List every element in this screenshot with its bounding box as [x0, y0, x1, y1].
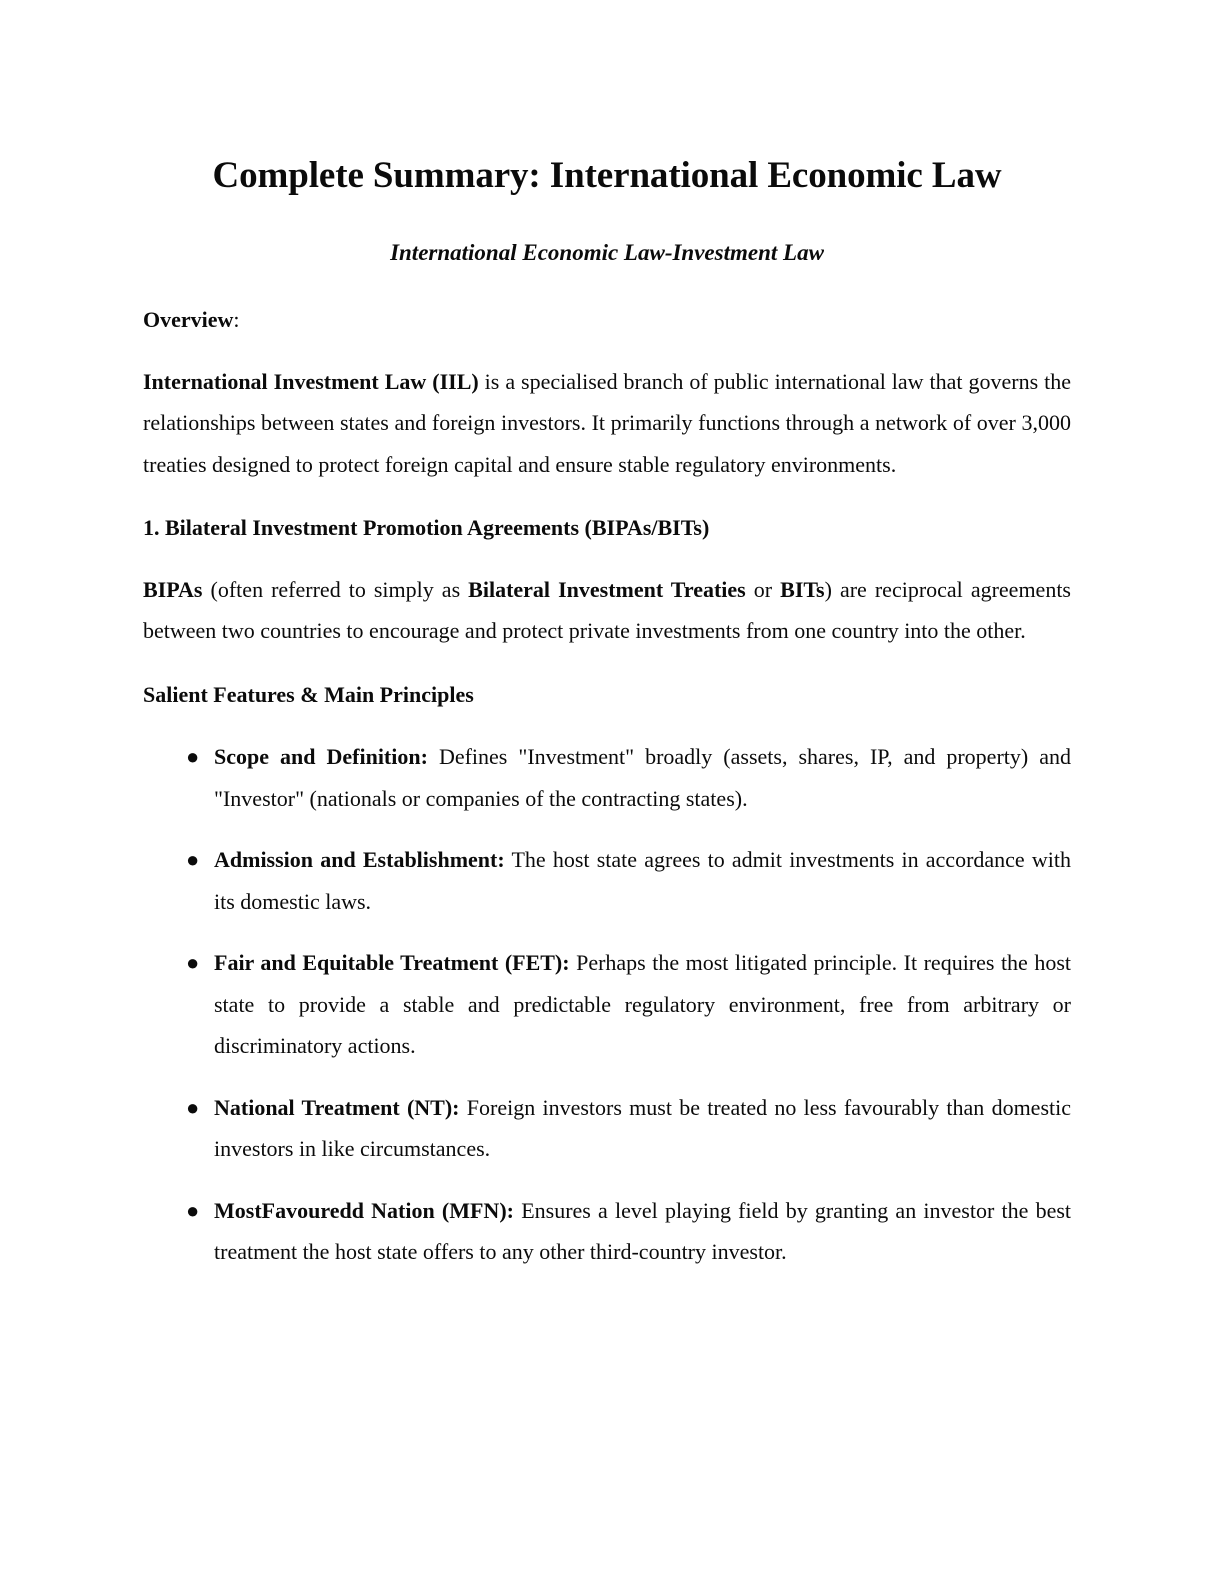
- page-title: Complete Summary: International Economic Law: [212, 155, 1002, 196]
- bipa-paragraph-lead: BIPAs: [143, 576, 203, 602]
- bullet-point-icon: ●: [186, 847, 200, 873]
- list-item: [143, 922, 1071, 1067]
- list-item-description: Foreign investors must be treated no less favourably than domestic investors in like circumstances.: [214, 1094, 1072, 1162]
- overview-label-bold: Overview: [143, 307, 234, 333]
- list-item: [143, 1170, 1071, 1273]
- bullet-point-icon: ●: [186, 744, 200, 770]
- list-item: [143, 819, 1071, 922]
- overview-paragraph-lead: International Investment Law (IIL): [143, 368, 479, 394]
- bipa-paragraph-part3: ) are reciprocal agreements between two countries to encourage and protect private investments from one country into the other.: [143, 576, 1071, 644]
- list-item-term: Scope and Definition:: [214, 744, 428, 770]
- bipa-paragraph-part2: or: [745, 576, 781, 602]
- list-item-description: The host state agrees to admit investments in accordance with its domestic laws.: [214, 847, 1071, 914]
- list-item-term: National Treatment (NT):: [214, 1094, 460, 1120]
- bullet-point-icon: ●: [186, 950, 200, 976]
- list-item-description: Perhaps the most litigated principle. It requires the host state to provide a stable and predictable regulatory environment, free from arbitrary or discriminatory actions.: [214, 950, 1071, 1059]
- list-item-term: Admission and Establishment:: [214, 847, 505, 873]
- features-list: [143, 715, 1071, 1273]
- bipa-paragraph-part1: (often referred to simply as: [202, 576, 469, 602]
- bullet-point-icon: ●: [186, 1197, 200, 1223]
- list-item-term: Fair and Equitable Treatment (FET):: [214, 950, 570, 976]
- document-content: [143, 0, 1071, 1273]
- overview-paragraph-body: is a specialised branch of public international law that governs the relationships between states and foreign investors. It primarily functions through a network of over 3,000 treaties designed to protect foreign capital and ensure stable regulatory environments.: [143, 368, 1071, 477]
- bipa-paragraph-bold-1: Bilateral Investment Treaties: [468, 576, 746, 602]
- overview-paragraph: [143, 341, 1071, 486]
- list-item: [143, 715, 1071, 819]
- list-item-description: Ensures a level playing field by granting an investor the best treatment the host state offers to any other third-country investor.: [214, 1197, 1072, 1265]
- section-heading-features: Salient Features & Main Principles: [143, 681, 474, 707]
- section-heading-bipas: 1. Bilateral Investment Promotion Agreements (BIPAs/BITs): [143, 515, 710, 541]
- list-item: [143, 1067, 1071, 1170]
- list-item-description: Defines "Investment" broadly (assets, shares, IP, and property) and "Investor" (nationals or companies of the contracting states).: [214, 744, 1071, 811]
- list-item-term: MostFavouredd Nation (MFN):: [214, 1197, 514, 1223]
- bipa-paragraph: [143, 549, 1071, 652]
- overview-label: [143, 268, 1071, 341]
- bipa-paragraph-bold-2: BITs: [780, 576, 825, 602]
- overview-label-suffix: :: [233, 307, 240, 333]
- page-subtitle: International Economic Law-Investment Law: [390, 240, 824, 266]
- bullet-point-icon: ●: [186, 1094, 200, 1120]
